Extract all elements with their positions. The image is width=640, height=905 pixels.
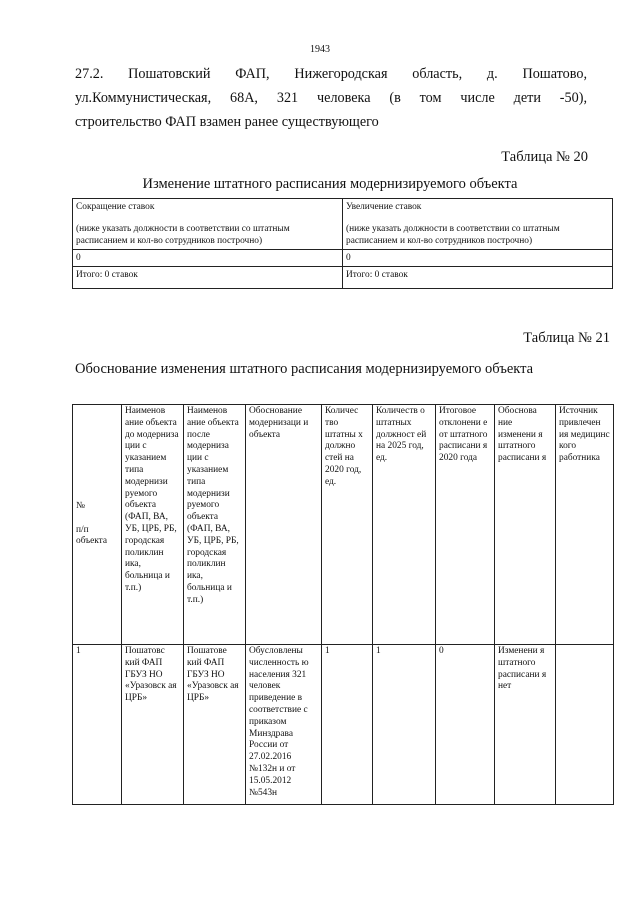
reduction-value: 0 xyxy=(73,250,343,267)
table-row xyxy=(73,199,613,250)
reduction-header: Сокращение ставок xyxy=(76,202,155,212)
header-change-justification: Обоснова ние изменени я штатного расписани я xyxy=(495,405,556,645)
increase-subheader: (ниже указать должности в соответствии со штатным расписанием и кол-во сотрудников построчно) xyxy=(346,224,560,246)
table-20-number: Таблица № 20 xyxy=(501,149,588,165)
table-row xyxy=(73,250,613,267)
page-number: 1943 xyxy=(310,44,330,55)
cell-source xyxy=(556,645,614,805)
cell-staff-2020: 1 xyxy=(322,645,373,805)
cell-object-before: Пошатовс кий ФАП ГБУЗ НО «Уразовск ая ЦРБ» xyxy=(122,645,184,805)
increase-total: Итого: 0 ставок xyxy=(343,267,613,289)
heading-line-2: ул.Коммунистическая, 68А, 321 человека (в том числе дети -50), xyxy=(75,90,587,106)
header-object-after: Наименов ание объекта после модерниза ции с указанием типа модернизи руемого объекта (ФАП, ВА, УБ, ЦРБ, РБ, городская поликлин ика, больница и т.п.) xyxy=(184,405,246,645)
increase-header-cell xyxy=(343,199,613,250)
heading-line-3: строительство ФАП взамен ранее существующего xyxy=(75,114,379,130)
table-header-row xyxy=(73,405,614,645)
header-number: № п/п объекта xyxy=(73,405,122,645)
cell-change-justification: Изменени я штатного расписани я нет xyxy=(495,645,556,805)
staffing-justification-table xyxy=(72,404,614,805)
cell-object-after: Пошатове кий ФАП ГБУЗ НО «Уразовск ая ЦРБ» xyxy=(184,645,246,805)
table-row xyxy=(73,267,613,289)
header-deviation: Итоговое отклонени е от штатного расписани я 2020 года xyxy=(436,405,495,645)
reduction-total: Итого: 0 ставок xyxy=(73,267,343,289)
header-justification: Обоснование модернизаци и объекта xyxy=(246,405,322,645)
table-21-title: Обоснование изменения штатного расписания модернизируемого объекта xyxy=(75,361,534,377)
increase-header: Увеличение ставок xyxy=(346,202,422,212)
reduction-subheader: (ниже указать должности в соответствии со штатным расписанием и кол-во сотрудников построчно) xyxy=(76,224,290,246)
section-heading xyxy=(75,62,587,134)
cell-number: 1 xyxy=(73,645,122,805)
header-object-before: Наименов ание объекта до модерниза ции с указанием типа модернизи руемого объекта (ФАП, ВА, УБ, ЦРБ, РБ, городская поликлин ика, больница и т.п.) xyxy=(122,405,184,645)
cell-deviation: 0 xyxy=(436,645,495,805)
table-row xyxy=(73,645,614,805)
cell-staff-2025: 1 xyxy=(373,645,436,805)
cell-justification: Обусловлены численность ю населения 321 человек приведение в соответствие с приказом Минздрава России от 27.02.2016 №132н и от 15.05.2012 №543н xyxy=(246,645,322,805)
header-source: Источник привлечен ия медицинс кого работника xyxy=(556,405,614,645)
reduction-header-cell xyxy=(73,199,343,250)
staffing-change-table xyxy=(72,198,613,289)
increase-value: 0 xyxy=(343,250,613,267)
table-21-number: Таблица № 21 xyxy=(523,330,610,346)
heading-line-1: 27.2. Пошатовский ФАП, Нижегородская область, д. Пошатово, xyxy=(75,66,587,82)
header-staff-2020: Количес тво штатны х должно стей на 2020 год, ед. xyxy=(322,405,373,645)
table-20-title: Изменение штатного расписания модернизируемого объекта xyxy=(142,176,518,192)
header-staff-2025: Количеств о штатных должност ей на 2025 год, ед. xyxy=(373,405,436,645)
